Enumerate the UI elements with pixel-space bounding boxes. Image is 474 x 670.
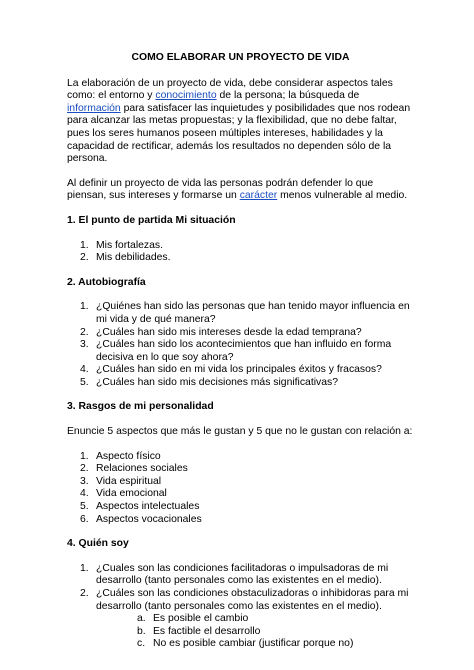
intro-text: Al definir un proyecto de vida las personas podrán defender lo que piensan, sus intereses y formarse un [67,177,374,202]
section-3-list [67,451,414,527]
list-item-text: Vida espiritual [96,475,162,487]
list-number: 1. [80,239,89,251]
list-item [67,476,414,489]
section-3-heading: 3. Rasgos de mi personalidad [67,401,214,413]
list-number: 3. [80,475,89,487]
list-item-text: Vida emocional [96,488,167,500]
list-item-text: Aspecto físico [96,450,161,462]
sublist-letter: b. [137,625,146,637]
list-item-text: Mis debilidades. [96,252,171,264]
list-item-text: Aspectos intelectuales [96,501,200,513]
intro-text: para satisfacer las inquietudes y posibilidades que nos rodean para alcanzar las metas propuestas; y la flexibilidad, que no debe faltar, pues los seres humanos poseen múltiples intereses, habilidades y la capacidad de rectificar, además los resultados no dependen sólo de la persona. [67,102,411,165]
list-number: 4. [80,488,89,500]
intro-paragraph-1 [67,78,414,166]
intro-text: La elaboración de un proyecto de vida, debe considerar aspectos tales como: el entorno y [67,77,393,102]
list-number: 1. [80,301,89,313]
list-number: 4. [80,364,89,376]
section-4-heading: 4. Quién soy [67,538,129,550]
list-item [67,377,414,390]
list-number: 1. [80,562,89,574]
intro-text: de la persona; la búsqueda de [216,90,360,102]
sublist-item-text: Es posible el cambio [153,613,249,625]
list-item [67,301,414,326]
link-informacion[interactable]: información [67,102,121,114]
list-item-text: Relaciones sociales [96,463,188,475]
list-item-text: ¿Cuáles son las condiciones obstaculizadoras o inhibidoras para mi desarrollo (tanto personales como las existentes en el medio). [96,588,409,612]
list-item [67,364,414,377]
list-number: 5. [80,376,89,388]
list-number: 3. [80,339,89,351]
intro-text: menos vulnerable al medio. [277,190,408,202]
section-3-intro: Enuncie 5 aspectos que más le gustan y 5 que no le gustan con relación a: [67,426,413,438]
list-item [67,588,414,651]
list-item [67,488,414,501]
sublist-letter: c. [137,638,146,650]
section-1-heading: 1. El punto de partida Mi situación [67,214,236,226]
list-number: 5. [80,501,89,513]
list-number: 1. [80,450,89,462]
list-item [67,514,414,527]
list-item-text: Aspectos vocacionales [96,513,202,525]
list-item [67,240,414,253]
list-number: 2. [80,252,89,264]
list-item-text: Mis fortalezas. [96,239,163,251]
section-4-sublist [96,613,414,651]
list-item-text: ¿Cuáles han sido los acontecimientos que han influido en forma decisiva en lo que soy ahora? [96,339,392,363]
list-item-text: ¿Cuáles han sido en mi vida los principales éxitos y fracasos? [96,364,382,376]
link-conocimiento[interactable]: conocimiento [155,90,217,102]
sublist-item [96,626,414,639]
section-2-heading: 2. Autobiografía [67,276,146,288]
list-item [67,501,414,514]
intro-paragraph-2 [67,178,414,203]
sublist-item-text: Es factible el desarrollo [153,625,261,637]
list-item-text: ¿Cuales son las condiciones facilitadoras o impulsadoras de mi desarrollo (tanto personales como las existentes en el medio). [96,562,389,587]
list-item [67,451,414,464]
document-title: COMO ELABORAR UN PROYECTO DE VIDA [131,52,350,63]
list-item [67,252,414,265]
list-item-text: ¿Cuáles han sido mis decisiones más significativas? [96,376,338,388]
list-item [67,463,414,476]
list-number: 2. [80,463,89,475]
list-number: 2. [80,588,89,599]
section-4-list [67,563,414,651]
section-2-list [67,301,414,389]
list-number: 2. [80,326,89,338]
list-item [67,327,414,340]
list-item-text: ¿Cuáles han sido mis intereses desde la edad temprana? [96,326,362,338]
sublist-item [96,638,414,651]
list-item [67,339,414,364]
list-item-text: ¿Quiénes han sido las personas que han tenido mayor influencia en mi vida y de qué manera? [96,301,410,325]
sublist-item [96,613,414,626]
link-caracter[interactable]: carácter [239,190,278,202]
sublist-letter: a. [137,613,146,625]
list-number: 6. [80,513,89,525]
sublist-item-text: No es posible cambiar (justificar porque no) [153,638,354,650]
list-item [67,563,414,588]
section-1-list [67,240,414,265]
